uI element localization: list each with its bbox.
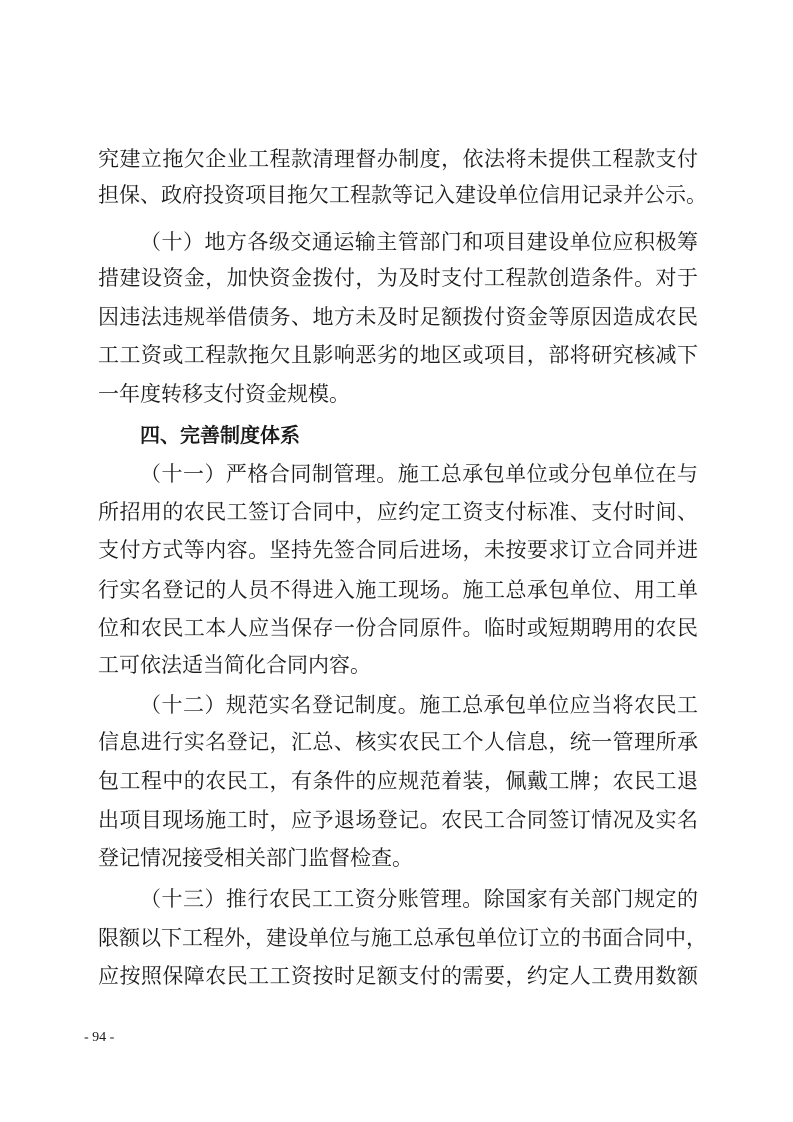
paragraph-start-line: （十三）推行农民工工资分账管理。除国家有关部门规定的: [140, 887, 698, 911]
body-text-line: 出项目现场施工时，应予退场登记。农民工合同签订情况及实名: [98, 808, 698, 832]
body-text-line: 工工资或工程款拖欠且影响恶劣的地区或项目，部将研究核减下: [98, 343, 698, 367]
body-text-line: 行实名登记的人员不得进入施工现场。施工总承包单位、用工单: [98, 578, 698, 602]
body-text-line: 因违法违规举借债务、地方未及时足额拨付资金等原因造成农民: [98, 305, 698, 329]
body-text-line: 应按照保障农民工工资按时足额支付的需要，约定人工费用数额: [98, 964, 698, 988]
body-text-line: 担保、政府投资项目拖欠工程款等记入建设单位信用记录并公示。: [98, 183, 707, 207]
body-text-line: 限额以下工程外，建设单位与施工总承包单位订立的书面合同中，: [98, 926, 707, 950]
paragraph-start-line: （十一）严格合同制管理。施工总承包单位或分包单位在与: [140, 462, 698, 486]
page-number: - 94 -: [84, 1030, 115, 1045]
body-text-line: 支付方式等内容。坚持先签合同后进场，未按要求订立合同并进: [98, 538, 698, 562]
paragraph-start-line: （十二）规范实名登记制度。施工总承包单位应当将农民工: [140, 693, 698, 717]
body-text-line: 一年度转移支付资金规模。: [98, 382, 350, 406]
paragraph-start-line: （十）地方各级交通运输主管部门和项目建设单位应积极筹: [140, 230, 698, 254]
body-text-line: 位和农民工本人应当保存一份合同原件。临时或短期聘用的农民: [98, 616, 698, 640]
body-text-line: 工可依法适当简化合同内容。: [98, 653, 371, 677]
body-text-line: 所招用的农民工签订合同中，应约定工资支付标准、支付时间、: [98, 500, 698, 524]
section-heading: 四、完善制度体系: [140, 423, 300, 447]
body-text-line: 包工程中的农民工，有条件的应规范着装，佩戴工牌；农民工退: [98, 769, 698, 793]
body-text-line: 登记情况接受相关部门监督检查。: [98, 846, 413, 870]
body-text-line: 究建立拖欠企业工程款清理督办制度，依法将未提供工程款支付: [98, 147, 698, 171]
body-text-line: 措建设资金，加快资金拨付，为及时支付工程款创造条件。对于: [98, 266, 698, 290]
body-text-line: 信息进行实名登记，汇总、核实农民工个人信息，统一管理所承: [98, 730, 698, 754]
